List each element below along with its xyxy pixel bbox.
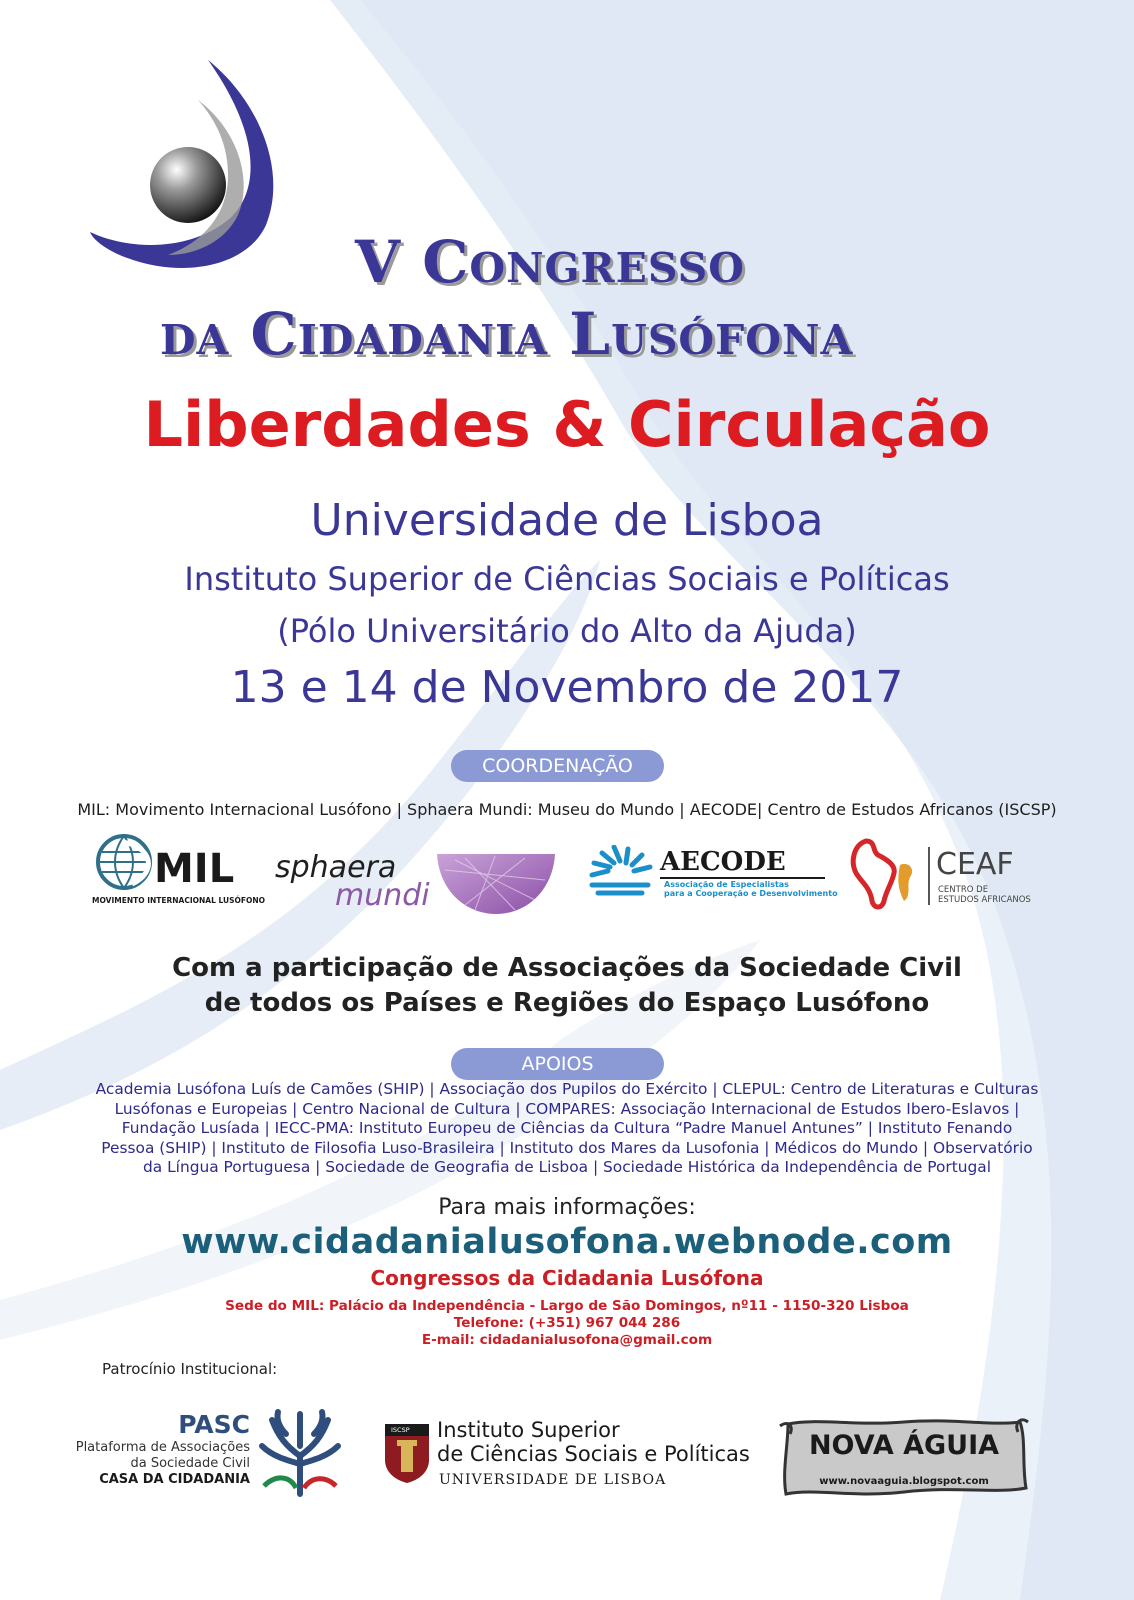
event-date: 13 e 14 de Novembro de 2017 <box>230 662 904 713</box>
ceaf-divider <box>928 847 930 905</box>
congress-logo <box>88 60 298 275</box>
participation-line-2: de todos os Países e Regiões do Espaço Lusófono <box>204 988 930 1018</box>
nova-aguia-logo <box>776 1416 1032 1508</box>
nova-aguia-url[interactable]: www.novaaguia.blogspot.com <box>819 1476 989 1487</box>
africa-map-icon <box>848 835 928 911</box>
iscsp-line-3: UNIVERSIDADE DE LISBOA <box>439 1472 667 1488</box>
aecode-name: AECODE <box>660 847 786 877</box>
pasc-line-1: Plataforma de Associações <box>75 1440 250 1455</box>
iscsp-line-1: Instituto Superior <box>437 1418 620 1442</box>
apoios-line: Fundação Lusíada | IECC-PMA: Instituto Europeu de Ciências da Cultura “Padre Manuel Antunes” | Instituto Fenando <box>121 1119 1013 1137</box>
aecode-caption-1: Associação de Especialistas <box>664 880 789 889</box>
pasc-name: PASC <box>178 1410 250 1439</box>
mundi-text: mundi <box>335 878 430 913</box>
coordenacao-badge: COORDENAÇÃO <box>451 750 664 782</box>
pasc-line-3: CASA DA CIDADANIA <box>99 1472 250 1487</box>
ceaf-caption-1: CENTRO DE <box>938 885 989 895</box>
pasc-line-2: da Sociedade Civil <box>130 1456 250 1471</box>
apoios-line: Pessoa (SHIP) | Instituto de Filosofia Luso-Brasileira | Instituto dos Mares da Lusofonia | Médicos do Mundo | Observatório <box>101 1138 1033 1157</box>
apoios-line: Lusófonas e Europeias | Centro Nacional de Cultura | COMPARES: Associação Internacional de Estudos Ibero-Eslavos | <box>114 1099 1020 1118</box>
subtitle: Liberdades & Circulação <box>143 388 991 461</box>
email[interactable]: E-mail: cidadanialusofona@gmail.com <box>421 1332 713 1348</box>
sede-address: Sede do MIL: Palácio da Independência - Largo de São Domingos, nº11 - 1150-320 Lisboa <box>225 1298 909 1314</box>
website-link[interactable]: www.cidadanialusofona.webnode.com <box>181 1222 953 1262</box>
coordenacao-text: MIL: Movimento Internacional Lusófono | Sphaera Mundi: Museu do Mundo | AECODE| Centro de Estudos Africanos (ISCSP) <box>77 800 1057 819</box>
nova-aguia-name: NOVA ÁGUIA <box>808 1430 1000 1461</box>
apoios-badge: APOIOS <box>451 1048 664 1080</box>
ceaf-name: CEAF <box>936 847 1014 882</box>
telefone: Telefone: (+351) 967 044 286 <box>453 1315 681 1331</box>
mil-logo-caption: MOVIMENTO INTERNACIONAL LUSÓFONO <box>92 896 266 905</box>
pasc-logo <box>75 1388 360 1526</box>
aecode-logo <box>588 845 838 905</box>
participation-line-1: Com a participação de Associações da Sociedade Civil <box>172 953 962 983</box>
venue-university: Universidade de Lisboa <box>310 495 824 546</box>
globe-icon <box>92 832 162 892</box>
aecode-rule <box>660 877 825 879</box>
sphaera-text: sphaera <box>275 850 397 885</box>
iscsp-badge-text: ISCSP <box>391 1426 410 1434</box>
mil-logo-name: MIL <box>154 846 235 892</box>
iscsp-logo <box>383 1418 763 1498</box>
patrocinio-label: Patrocínio Institucional: <box>102 1360 278 1378</box>
sphaera-mundi-logo <box>275 850 565 922</box>
sun-icon <box>588 845 654 899</box>
title-line-1: V Congresso <box>355 228 745 296</box>
aecode-caption-2: para a Cooperação e Desenvolvimento <box>664 889 838 898</box>
ceaf-caption-2: ESTUDOS AFRICANOS <box>938 895 1031 905</box>
venue-campus: (Pólo Universitário do Alto da Ajuda) <box>277 612 857 650</box>
tree-icon <box>256 1406 344 1498</box>
apoios-line: Academia Lusófona Luís de Camões (SHIP) | Associação dos Pupilos do Exército | CLEPUL: Centro de Literaturas e Culturas <box>95 1080 1039 1098</box>
ceaf-logo <box>848 835 1038 915</box>
info-label: Para mais informações: <box>438 1195 696 1220</box>
apoios-line: da Língua Portuguesa | Sociedade de Geografia de Lisboa | Sociedade Histórica da Independência de Portugal <box>143 1158 991 1176</box>
iscsp-line-2: de Ciências Sociais e Políticas <box>437 1442 750 1466</box>
hemisphere-icon <box>435 850 557 916</box>
venue-institute: Instituto Superior de Ciências Sociais e Políticas <box>184 560 950 598</box>
congressos-label: Congressos da Cidadania Lusófona <box>370 1266 764 1290</box>
apoios-list <box>80 1080 1054 1178</box>
title-line-2: da Cidadania Lusófona <box>160 300 854 368</box>
mil-logo <box>92 832 266 912</box>
